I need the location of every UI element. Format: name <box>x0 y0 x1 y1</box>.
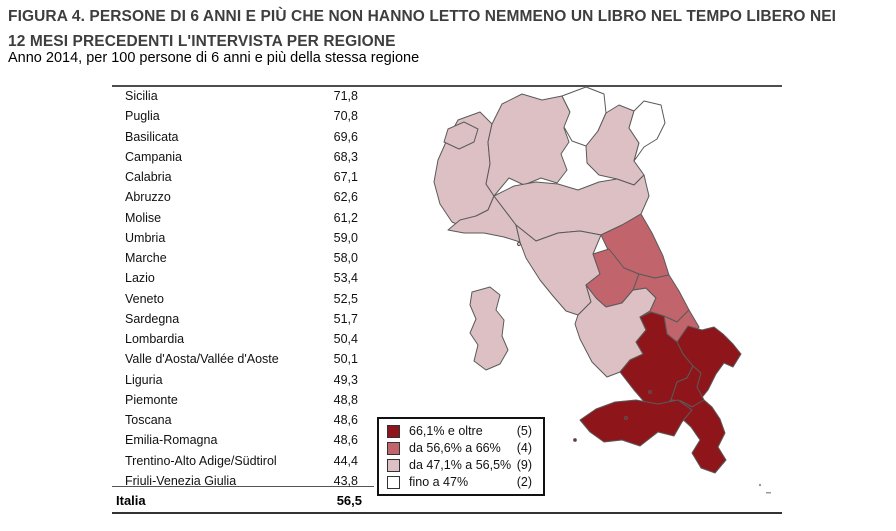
region-value: 50,1 <box>333 352 358 367</box>
legend-item <box>387 474 532 491</box>
region-name: Toscana <box>125 413 172 428</box>
table-row <box>112 86 358 106</box>
region-name: Sardegna <box>125 311 180 326</box>
region-name: Basilicata <box>125 129 179 144</box>
region-value: 69,6 <box>333 129 358 144</box>
region-value: 50,4 <box>333 332 358 347</box>
table-row <box>112 106 358 126</box>
region-value: 53,4 <box>333 271 358 286</box>
table-row <box>112 127 358 147</box>
table-row <box>112 451 358 471</box>
legend-swatch <box>387 476 400 489</box>
legend-count: (4) <box>516 441 532 455</box>
region-name: Lombardia <box>125 332 185 347</box>
region-value: 62,6 <box>333 190 358 205</box>
legend-box <box>377 417 545 496</box>
legend-swatch <box>387 459 400 472</box>
legend-count: (2) <box>516 475 532 489</box>
legend-item <box>387 423 532 440</box>
table-row <box>112 147 358 167</box>
map-small-island-egadi <box>574 439 577 442</box>
region-value: 70,8 <box>333 109 358 124</box>
map-small-island-capri <box>625 417 628 420</box>
region-value: 48,6 <box>333 433 358 448</box>
total-row <box>112 488 362 512</box>
figure-title <box>8 4 836 54</box>
table-row <box>112 390 358 410</box>
table-row <box>112 289 358 309</box>
table-row <box>112 228 358 248</box>
map-small-island-elba <box>517 242 520 245</box>
legend-item <box>387 440 532 457</box>
map-region-sardegna <box>470 287 508 370</box>
table-row <box>112 349 358 369</box>
region-value: 59,0 <box>333 230 358 245</box>
region-name: Campania <box>125 149 182 164</box>
region-value: 44,4 <box>333 453 358 468</box>
table-row <box>112 430 358 450</box>
region-name: Piemonte <box>125 392 178 407</box>
region-value: 67,1 <box>333 170 358 185</box>
legend-swatch <box>387 442 400 455</box>
region-name: Liguria <box>125 372 163 387</box>
table-row <box>112 187 358 207</box>
legend-label: da 47,1% a 56,5% <box>409 458 512 472</box>
table-row <box>112 268 358 288</box>
region-name: Friuli-Venezia Giulia <box>125 473 237 488</box>
region-name: Molise <box>125 210 162 225</box>
map-small-island-speck <box>766 492 771 494</box>
table-row <box>112 309 358 329</box>
region-value: 52,5 <box>333 291 358 306</box>
region-value: 71,8 <box>333 89 358 104</box>
map-small-island-pelagie <box>759 484 761 486</box>
region-list <box>112 86 358 491</box>
legend-item <box>387 457 532 474</box>
region-name: Sicilia <box>125 89 158 104</box>
region-name: Umbria <box>125 230 166 245</box>
table-row <box>112 329 358 349</box>
region-name: Emilia-Romagna <box>125 433 218 448</box>
total-name: Italia <box>116 492 146 508</box>
legend-swatch <box>387 425 400 438</box>
region-value: 43,8 <box>333 473 358 488</box>
region-value: 48,8 <box>333 392 358 407</box>
region-name: Trentino-Alto Adige/Südtirol <box>125 453 277 468</box>
region-name: Abruzzo <box>125 190 171 205</box>
table-row <box>112 208 358 228</box>
legend-label: fino a 47% <box>409 475 469 489</box>
region-name: Marche <box>125 251 167 266</box>
legend-count: (9) <box>516 458 532 472</box>
figure-subtitle: Anno 2014, per 100 persone di 6 anni e più della stessa regione <box>8 50 420 66</box>
region-name: Valle d'Aosta/Vallée d'Aoste <box>125 352 279 367</box>
region-value: 51,7 <box>333 311 358 326</box>
region-name: Lazio <box>125 271 155 286</box>
table-row <box>112 370 358 390</box>
table-row <box>112 410 358 430</box>
region-value: 61,2 <box>333 210 358 225</box>
region-value: 49,3 <box>333 372 358 387</box>
table-row <box>112 248 358 268</box>
region-value: 58,0 <box>333 251 358 266</box>
map-region-lombardia <box>486 94 570 196</box>
legend-items <box>387 423 532 491</box>
total-value: 56,5 <box>336 492 362 508</box>
region-value: 48,6 <box>333 413 358 428</box>
figure-title-line1: FIGURA 4. PERSONE DI 6 ANNI E PIÙ CHE NON HANNO LETTO NEMMENO UN LIBRO NEL TEMPO LIBERO NEI <box>8 8 837 25</box>
legend-label: da 56,6% a 66% <box>409 441 501 455</box>
table-row <box>112 167 358 187</box>
region-name: Veneto <box>125 291 164 306</box>
region-name: Puglia <box>125 109 160 124</box>
legend-count: (5) <box>516 424 532 438</box>
map-region-sicilia <box>580 400 692 446</box>
legend-label: 66,1% e oltre <box>409 424 483 438</box>
map-region-toscana <box>516 225 601 315</box>
figure-title-line2: 12 MESI PRECEDENTI L'INTERVISTA PER REGIONE <box>8 33 396 50</box>
map-small-island-eolie <box>649 391 652 394</box>
region-value: 68,3 <box>333 149 358 164</box>
region-name: Calabria <box>125 170 172 185</box>
